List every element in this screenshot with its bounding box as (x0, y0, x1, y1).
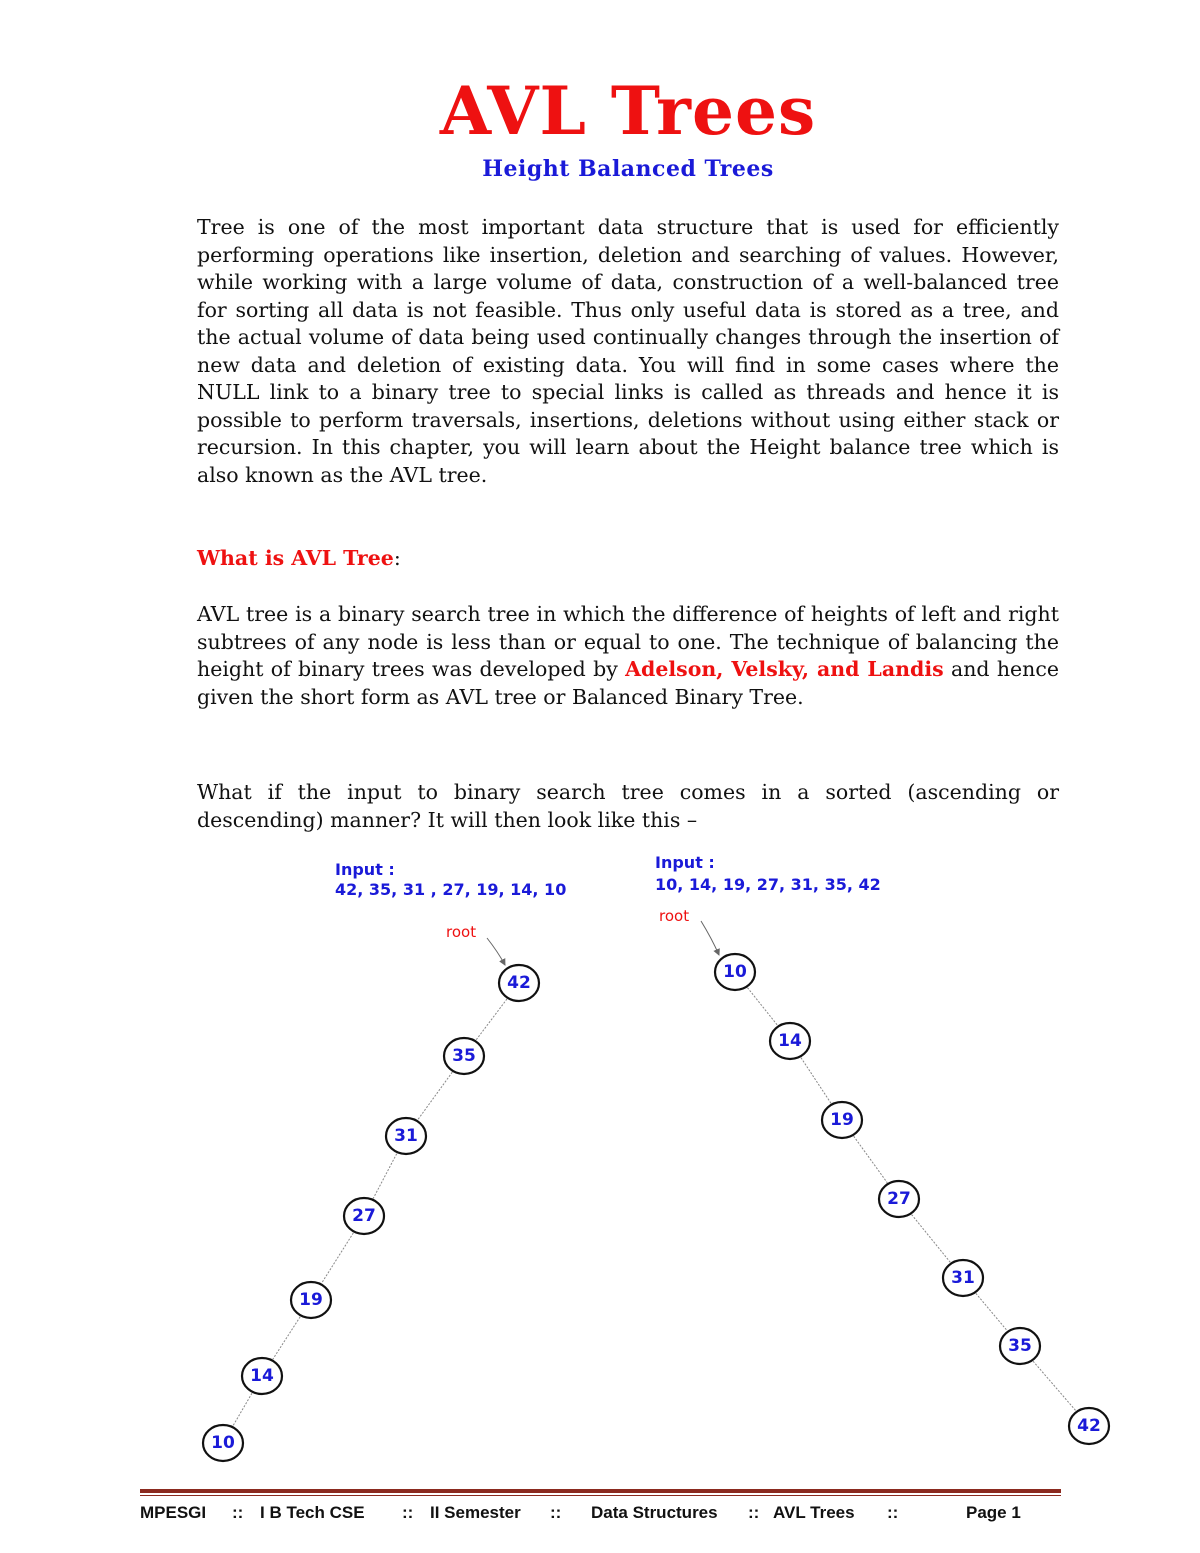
right-tree-edge (854, 1136, 888, 1183)
left-tree-node-label: 14 (250, 1366, 274, 1386)
right-tree-edge (912, 1215, 951, 1263)
footer-divider-thin (140, 1495, 1061, 1496)
footer-separator: :: (402, 1503, 414, 1522)
footer-course: I B Tech CSE (260, 1503, 365, 1522)
left-tree-edge (322, 1233, 354, 1283)
left-tree-node-label: 10 (211, 1433, 235, 1453)
left-tree-node-label: 31 (394, 1126, 418, 1146)
right-tree-edge (747, 988, 777, 1026)
right-tree-node-label: 31 (951, 1268, 975, 1288)
right-tree-edge (976, 1293, 1007, 1330)
right-tree-node-label: 19 (830, 1110, 854, 1130)
left-tree-node-label: 42 (507, 973, 531, 993)
left-tree-edge (273, 1317, 300, 1359)
left-tree-node-label: 19 (299, 1290, 323, 1310)
footer-separator: :: (748, 1503, 760, 1522)
right-tree-node-label: 35 (1008, 1336, 1032, 1356)
left-tree-edge (233, 1393, 252, 1425)
section-heading-text: What is AVL Tree (197, 546, 394, 570)
page-footer (140, 1503, 1061, 1529)
page-title: AVL Trees (439, 72, 817, 150)
left-root-label: root (446, 923, 477, 941)
intro-paragraph: Tree is one of the most important data structure that is used for efficiently performing operations like insertion, deletion and searching of values. However, while working with a large volume of data, construction of a well-balanced tree for sorting all data is not feasible. Thus only useful data is stored as a tree, and the actual volume of data being used continually changes through the insertion of new data and deletion of existing data. You will find in some cases where the NULL link to a binary tree to special links is called as threads and hence it is possible to perform traversals, insertions, deletions without using either stack or recursion. In this chapter, you will learn about the Height balance tree which is also known as the AVL tree. (197, 215, 1059, 487)
left-tree-edge (418, 1072, 453, 1120)
right-input-values: 10, 14, 19, 27, 31, 35, 42 (655, 875, 881, 894)
page-subtitle: Height Balanced Trees (482, 156, 774, 182)
right-tree-node-label: 10 (723, 962, 747, 982)
right-tree-node-label: 42 (1077, 1416, 1101, 1436)
right-input-label: Input : (655, 853, 715, 872)
footer-page-number: Page 1 (966, 1503, 1021, 1522)
inventors-highlight: Adelson, Velsky, and Landis (625, 657, 944, 681)
left-tree-node-label: 35 (452, 1046, 476, 1066)
left-tree-edge (476, 999, 507, 1040)
footer-separator: :: (887, 1503, 899, 1522)
left-tree-node-label: 27 (352, 1206, 376, 1226)
right-tree-node-label: 14 (778, 1031, 802, 1051)
footer-separator: :: (550, 1503, 562, 1522)
footer-topic: AVL Trees (773, 1503, 855, 1522)
footer-subject: Data Structures (591, 1503, 718, 1522)
left-skewed-tree (203, 860, 566, 1461)
left-tree-edge (373, 1154, 396, 1199)
right-root-arrow (701, 921, 719, 955)
footer-divider-thick (140, 1489, 1061, 1493)
left-input-values: 42, 35, 31 , 27, 19, 14, 10 (335, 880, 567, 899)
right-tree-edge (801, 1058, 831, 1104)
footer-institution: MPESGI (140, 1503, 207, 1522)
right-skewed-tree (655, 853, 1109, 1444)
footer-separator: :: (232, 1503, 244, 1522)
sorted-input-paragraph: What if the input to binary search tree comes in a sorted (ascending or descending) manner? It will then look like this – (197, 780, 1059, 832)
right-root-label: root (659, 907, 690, 925)
right-tree-node-label: 27 (887, 1189, 911, 1209)
section-heading-colon: : (393, 546, 401, 570)
footer-semester: II Semester (430, 1503, 521, 1522)
left-input-label: Input : (335, 860, 395, 879)
definition-text-2: and hence given the short form as AVL tree or Balanced Binary Tree. (197, 657, 1060, 709)
definition-text-1: AVL tree is a binary search tree in which the difference of heights of left and right subtrees of any node is less than or equal to one. The technique of balancing the height of binary trees was developed by (197, 602, 1059, 681)
left-root-arrow (487, 938, 505, 965)
right-tree-edge (1033, 1361, 1076, 1411)
